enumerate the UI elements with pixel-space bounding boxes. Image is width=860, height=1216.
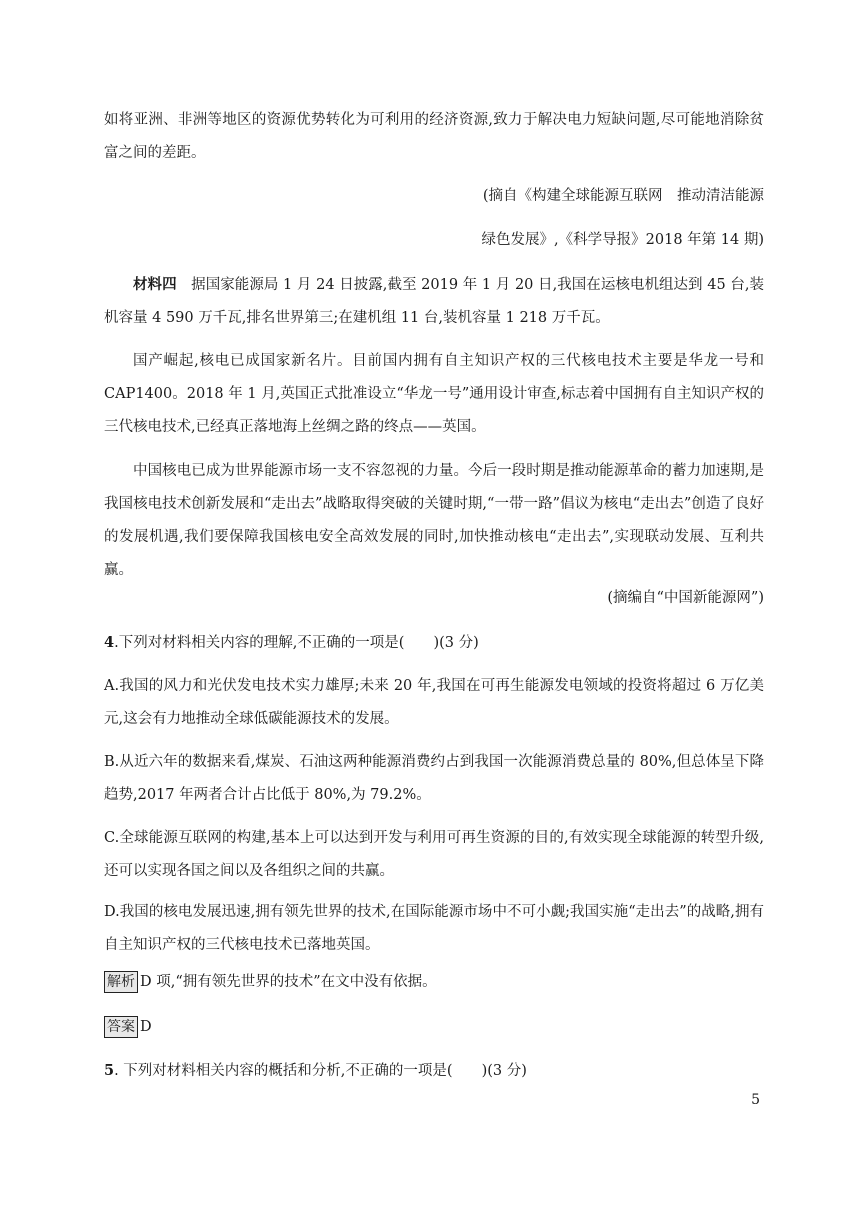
paragraph-nuclear-market: 中国核电已成为世界能源市场一支不容忽视的力量。今后一段时期是推动能源革命的蓄力加速期,是我国核电技术创新发展和“走出去”战略取得突破的关键时期,“一带一路”倡议为核电“走出去”创造了良好的发展机遇,我们要保障我国核电安全高效发展的同时,加快推动核电“走出去”,实现联动发展、互利共赢。: [104, 463, 764, 578]
question-4: [104, 626, 764, 660]
citation-1-line-2: 绿色发展》,《科学导报》2018 年第 14 期): [481, 232, 764, 248]
analysis-line: [104, 966, 764, 999]
material-4-text: 据国家能源局 1 月 24 日披露,截至 2019 年 1 月 20 日,我国在运核电机组达到 45 台,装机容量 4 590 万千瓦,排名世界第三;在建机组 11 台,装机容量 1 218 万千瓦。: [104, 277, 765, 326]
option-a: A.我国的风力和光伏发电技术实力雄厚;未来 20 年,我国在可再生能源发电领域的投资将超过 6 万亿美元,这会有力地推动全球低碳能源技术的发展。: [104, 678, 764, 727]
material-4-paragraph: [104, 268, 764, 335]
citation-2: (摘编自“中国新能源网”): [607, 590, 764, 606]
material-4-label: 材料四: [133, 276, 177, 293]
analysis-tag: 解析: [104, 971, 138, 993]
option-b: B.从近六年的数据来看,煤炭、石油这两种能源消费约占到我国一次能源消费总量的 80%,但总体呈下降趋势,2017 年两者合计占比低于 80%,为 79.2%。: [104, 754, 764, 803]
citation-1-line-1: (摘自《构建全球能源互联网 推动清洁能源: [482, 188, 764, 204]
top-paragraph: 如将亚洲、非洲等地区的资源优势转化为可利用的经济资源,致力于解决电力短缺问题,尽可能地消除贫富之间的差距。: [104, 112, 764, 161]
analysis-text: D 项,“拥有领先世界的技术”在文中没有依据。: [140, 974, 437, 990]
question-5: [104, 1054, 764, 1088]
question-5-number: 5: [104, 1062, 115, 1079]
option-d: D.我国的核电发展迅速,拥有领先世界的技术,在国际能源市场中不可小觑;我国实施“走出去”的战略,拥有自主知识产权的三代核电技术已落地英国。: [104, 904, 764, 953]
option-c: C.全球能源互联网的构建,基本上可以达到开发与利用可再生资源的目的,有效实现全球能源的转型升级,还可以实现各国之间以及各组织之间的共赢。: [104, 830, 764, 879]
answer-tag: 答案: [104, 1016, 138, 1038]
question-4-text: .下列对材料相关内容的理解,不正确的一项是( )(3 分): [114, 635, 479, 651]
paragraph-domestic-nuclear: 国产崛起,核电已成国家新名片。目前国内拥有自主知识产权的三代核电技术主要是华龙一号和 CAP1400。2018 年 1 月,英国正式批准设立“华龙一号”通用设计审查,标志着中国拥有自主知识产权的三代核电技术,已经真正落地海上丝绸之路的终点——英国。: [104, 353, 764, 435]
question-5-text: . 下列对材料相关内容的概括和分析,不正确的一项是( )(3 分): [114, 1063, 527, 1079]
question-4-number: 4: [104, 634, 115, 651]
answer-text: D: [140, 1019, 152, 1035]
page-number: 5: [751, 1092, 760, 1108]
answer-line: [104, 1011, 764, 1044]
